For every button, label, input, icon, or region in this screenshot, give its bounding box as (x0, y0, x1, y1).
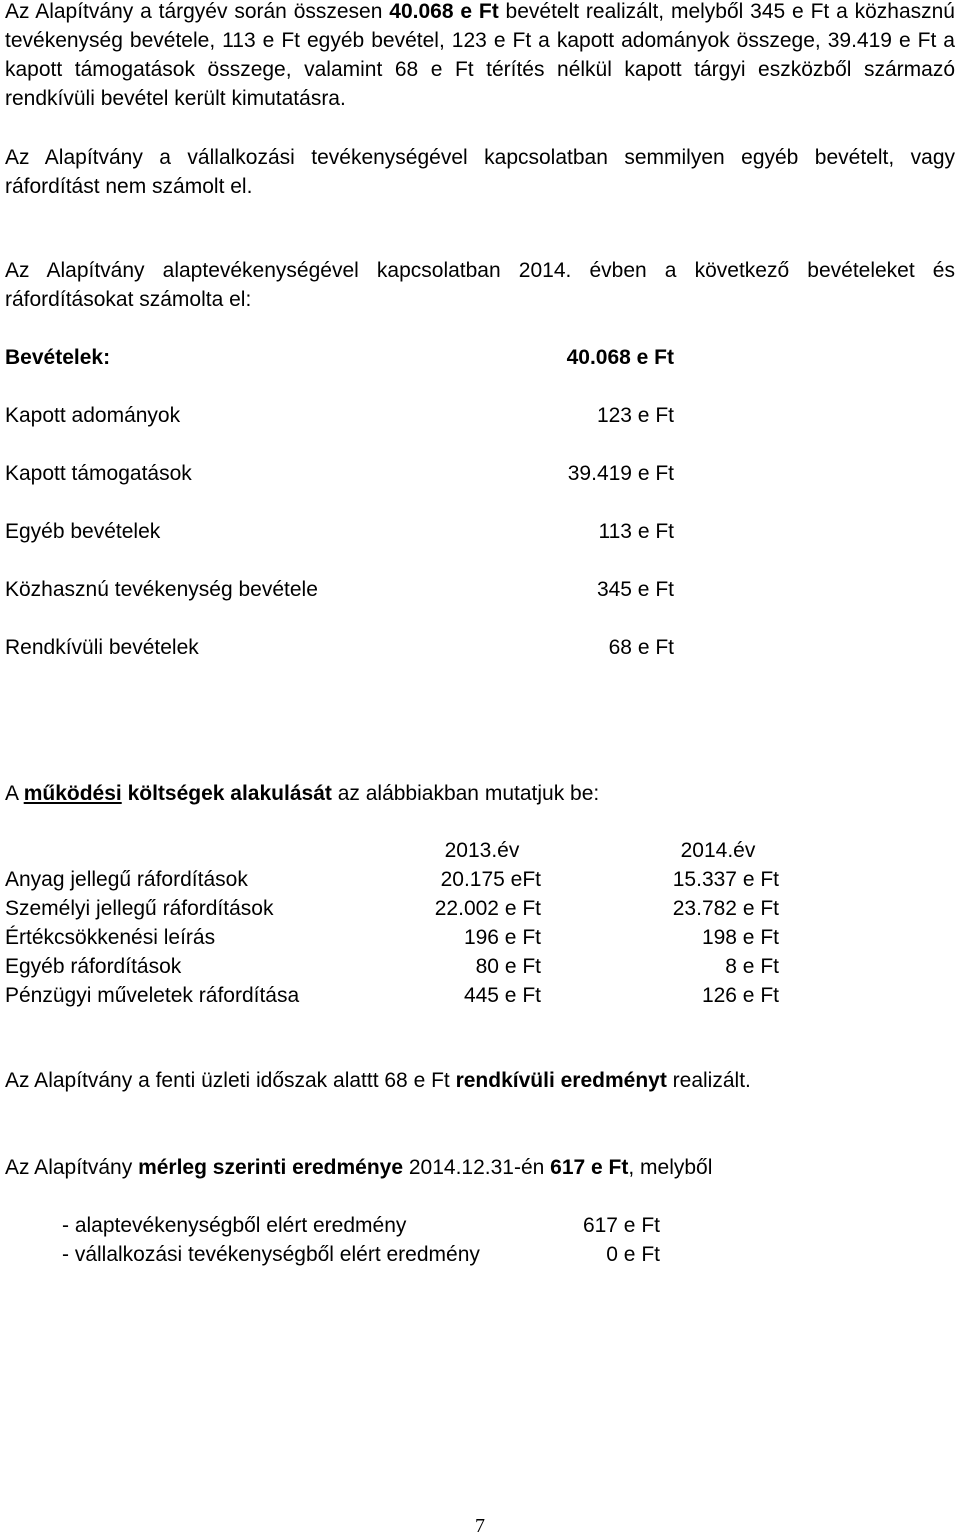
cost-2014-value: 198 e Ft (701, 926, 779, 949)
intro-text-1: Az Alapítvány a tárgyév során összesen (5, 0, 390, 23)
revenue-value: 39.419 e Ft (567, 462, 674, 485)
cost-label: Pénzügyi műveletek ráfordítása (5, 984, 300, 1007)
cost-2013-value: 22.002 e Ft (434, 897, 541, 920)
revenue-value: 68 e Ft (608, 636, 674, 659)
cost-label: Személyi jellegű ráfordítások (5, 897, 274, 920)
intro-total-revenue: 40.068 e Ft (389, 0, 499, 23)
revenue-value: 113 e Ft (598, 520, 674, 543)
revenue-value: 123 e Ft (596, 404, 674, 427)
revenues-total: 40.068 e Ft (566, 346, 674, 369)
revenue-label: Kapott támogatások (5, 462, 192, 485)
cost-2013-value: 20.175 eFt (440, 868, 541, 891)
intro-text-2: bevételt realizált, melyből 345 e Ft a közhasznú tevékenység bevétele, 113 e Ft egyéb bevétel, 123 e Ft a kapott adományok összege, 39.419 e Ft a kapott támogatások összege, valamint 68 e Ft térítés nélkül kapott tárgyi eszközből származó rendkívüli bevétel került kimutatásra. (5, 0, 955, 110)
cost-2014-value: 15.337 e Ft (672, 868, 779, 891)
core-activity-paragraph: Az Alapítvány alaptevékenységével kapcsolatban 2014. évben a következő bevételeket és ráfordításokat számolta el: (5, 259, 955, 311)
costs-intro-bold-2: alakulását (230, 782, 332, 805)
costs-intro-bold-1: költségek (127, 782, 225, 805)
balance-item-value: 0 e Ft (606, 1243, 660, 1266)
cost-2014-value: 23.782 e Ft (672, 897, 779, 920)
balance-bold-2: 617 e Ft (550, 1156, 629, 1179)
costs-intro-pre: A (5, 782, 24, 805)
extraordinary-post: realizált. (666, 1069, 751, 1092)
revenues-heading: Bevételek: (5, 346, 111, 369)
balance-bold-1: mérleg szerinti eredménye (138, 1156, 404, 1179)
costs-intro-post: az alábbiakban mutatjuk be: (331, 782, 600, 805)
balance-item-value: 617 e Ft (582, 1214, 660, 1237)
cost-2014-value: 126 e Ft (701, 984, 779, 1007)
cost-2014-value: 8 e Ft (725, 955, 779, 978)
revenue-label: Közhasznú tevékenység bevétele (5, 578, 318, 601)
business-activity-paragraph: Az Alapítvány a vállalkozási tevékenységével kapcsolatban semmilyen egyéb bevételt, vagy ráfordítást nem számolt el. (5, 146, 955, 198)
revenue-label: Rendkívüli bevételek (5, 636, 199, 659)
extraordinary-result-line (5, 1066, 751, 1095)
page-number: 7 (475, 1515, 485, 1537)
cost-2013-value: 80 e Ft (475, 955, 541, 978)
column-header-2014: 2014.év (680, 839, 756, 862)
costs-intro-underlined: működési (23, 782, 122, 805)
cost-label: Anyag jellegű ráfordítások (5, 868, 248, 891)
balance-post: , melyből (628, 1156, 713, 1179)
intro-paragraph (5, 0, 955, 113)
cost-label: Értékcsökkenési leírás (5, 926, 216, 949)
extraordinary-bold: rendkívüli eredményt (455, 1069, 667, 1092)
column-header-2013: 2013.év (444, 839, 520, 862)
costs-intro (5, 779, 599, 808)
cost-label: Egyéb ráfordítások (5, 955, 182, 978)
balance-pre: Az Alapítvány (5, 1156, 139, 1179)
cost-2013-value: 445 e Ft (463, 984, 541, 1007)
balance-mid: 2014.12.31-én (403, 1156, 551, 1179)
revenue-label: Kapott adományok (5, 404, 181, 427)
balance-item-label: - alaptevékenységből elért eredmény (62, 1214, 407, 1237)
extraordinary-pre: Az Alapítvány a fenti üzleti időszak alattt 68 e Ft (5, 1069, 456, 1092)
cost-2013-value: 196 e Ft (463, 926, 541, 949)
balance-item-label: - vállalkozási tevékenységből elért eredmény (62, 1243, 480, 1266)
revenue-value: 345 e Ft (596, 578, 674, 601)
revenue-label: Egyéb bevételek (5, 520, 161, 543)
balance-result-line (5, 1153, 712, 1182)
